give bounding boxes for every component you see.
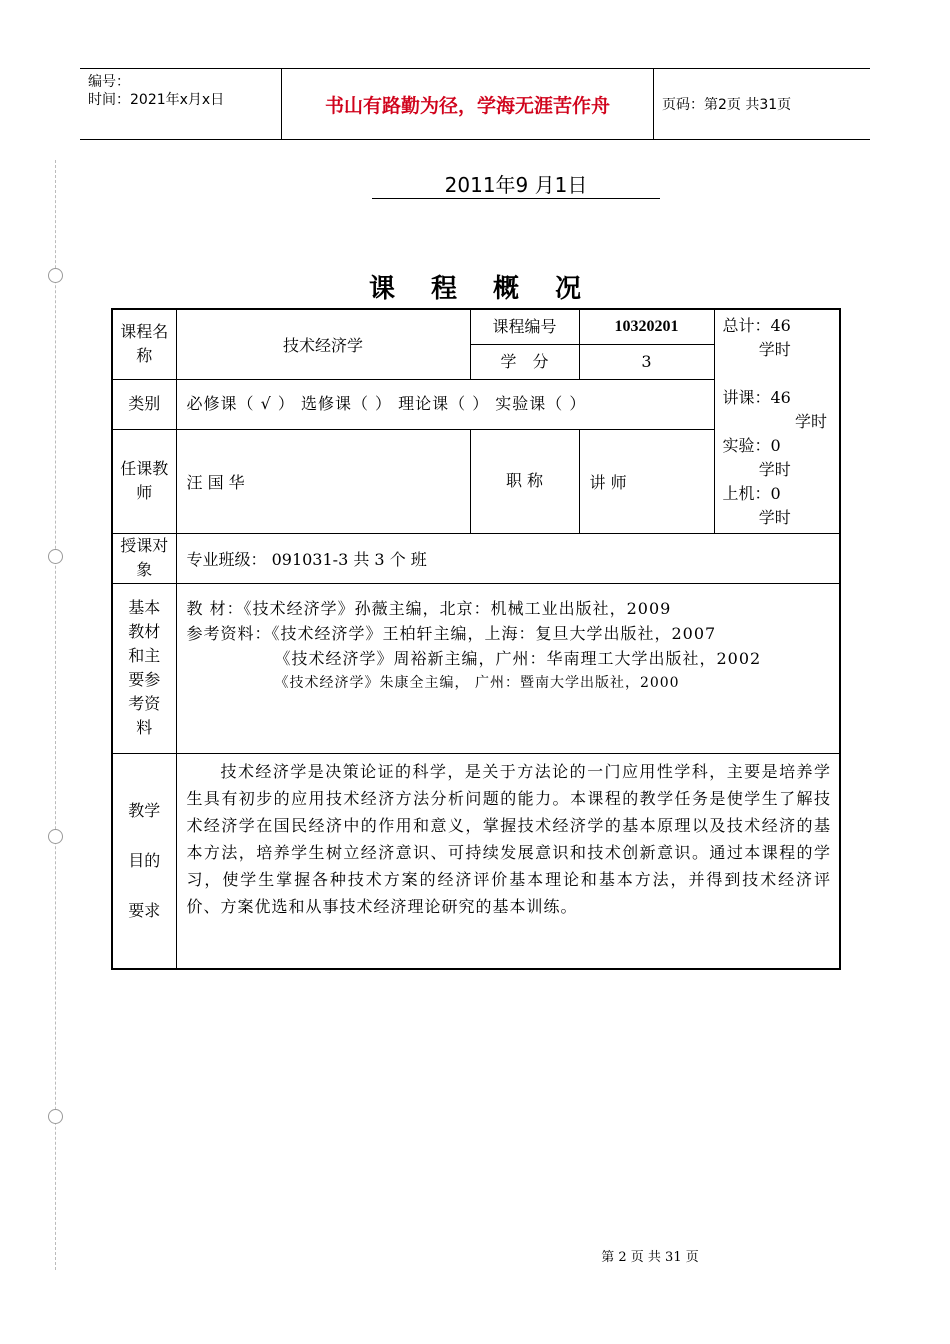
category-label: 类别	[112, 379, 176, 429]
goal-label-line: 目的	[128, 850, 161, 870]
course-code-label: 课程编号	[470, 309, 579, 344]
material-item: 《技术经济学》周裕新主编，广州：华南理工大学出版社，2002	[274, 648, 762, 668]
teacher-title: 讲 师	[579, 429, 714, 533]
goal-text	[176, 753, 840, 969]
category-options: 必修课（ √ ） 选修课（ ） 理论课（ ） 实验课（ ）	[176, 379, 714, 429]
binding-margin-line	[55, 160, 56, 1270]
hours-unit: 学时	[758, 340, 791, 359]
hours-unit: 学时	[758, 460, 791, 479]
course-code: 10320201	[579, 309, 714, 344]
hours-unit: 学时	[794, 412, 827, 431]
credit-label: 学 分	[470, 344, 579, 379]
header-motto: 书山有路勤为径，学海无涯苦作舟	[282, 69, 654, 140]
target-label: 授课对象	[112, 533, 176, 583]
page-title: 课程概况	[368, 274, 617, 304]
material-item: 《技术经济学》朱康全主编， 广州：暨南大学出版社，2000	[274, 674, 680, 691]
teacher-label: 任课教师	[112, 429, 176, 533]
goal-paragraph: 技术经济学是决策论证的科学，是关于方法论的一门应用性学科，主要是培养学生具有初步的应用技术经济方法分析问题的能力。本课程的教学任务是使学生了解技术经济学在国民经济中的作用和意义，掌握技术经济学的基本原理以及技术经济的基本方法，培养学生树立经济意识、可持续发展意识和技术创新意识。通过本课程的学习，使学生掌握各种技术方案的经济评价基本理论和基本方法，并得到技术经济评价、方案优选和从事技术经济理论研究的基本训练。	[186, 761, 831, 916]
course-name: 技术经济学	[176, 309, 470, 379]
materials-list	[176, 583, 840, 753]
hours-machine: 上机：0	[722, 484, 781, 503]
hours-lecture: 讲课：46	[722, 388, 791, 407]
credit-value: 3	[579, 344, 714, 379]
time-label: 时间：2021年x月x日	[88, 92, 225, 108]
target-classes: 专业班级： 091031-3 共 3 个 班	[176, 533, 840, 583]
hours-cell	[714, 309, 840, 533]
materials-label: 基本教材和主要参考资料	[112, 583, 176, 753]
course-overview-table	[111, 308, 841, 970]
page-header	[80, 68, 870, 140]
goal-label-line: 要求	[128, 900, 161, 920]
teacher-name: 汪 国 华	[176, 429, 470, 533]
header-page-info: 页码：第2页 共31页	[654, 69, 871, 140]
binding-hole	[48, 1109, 63, 1124]
binding-hole	[48, 549, 63, 564]
goal-label	[112, 753, 176, 969]
binding-hole	[48, 829, 63, 844]
header-meta	[80, 69, 282, 140]
number-label: 编号：	[88, 74, 130, 90]
hours-unit: 学时	[758, 508, 791, 527]
goal-label-line: 教学	[128, 800, 161, 820]
page-footer: 第 2 页 共 31 页	[601, 1250, 699, 1265]
course-name-label: 课程名称	[112, 309, 176, 379]
teacher-title-label: 职 称	[470, 429, 579, 533]
hours-total: 总计：46	[722, 316, 791, 335]
hours-lab: 实验：0	[722, 436, 781, 455]
material-item: 参考资料：《技术经济学》王柏轩主编，上海：复旦大学出版社，2007	[186, 623, 717, 643]
document-date: 2011年9 月1日	[372, 172, 660, 199]
material-item: 教 材：《技术经济学》孙薇主编，北京：机械工业出版社，2009	[186, 598, 672, 618]
